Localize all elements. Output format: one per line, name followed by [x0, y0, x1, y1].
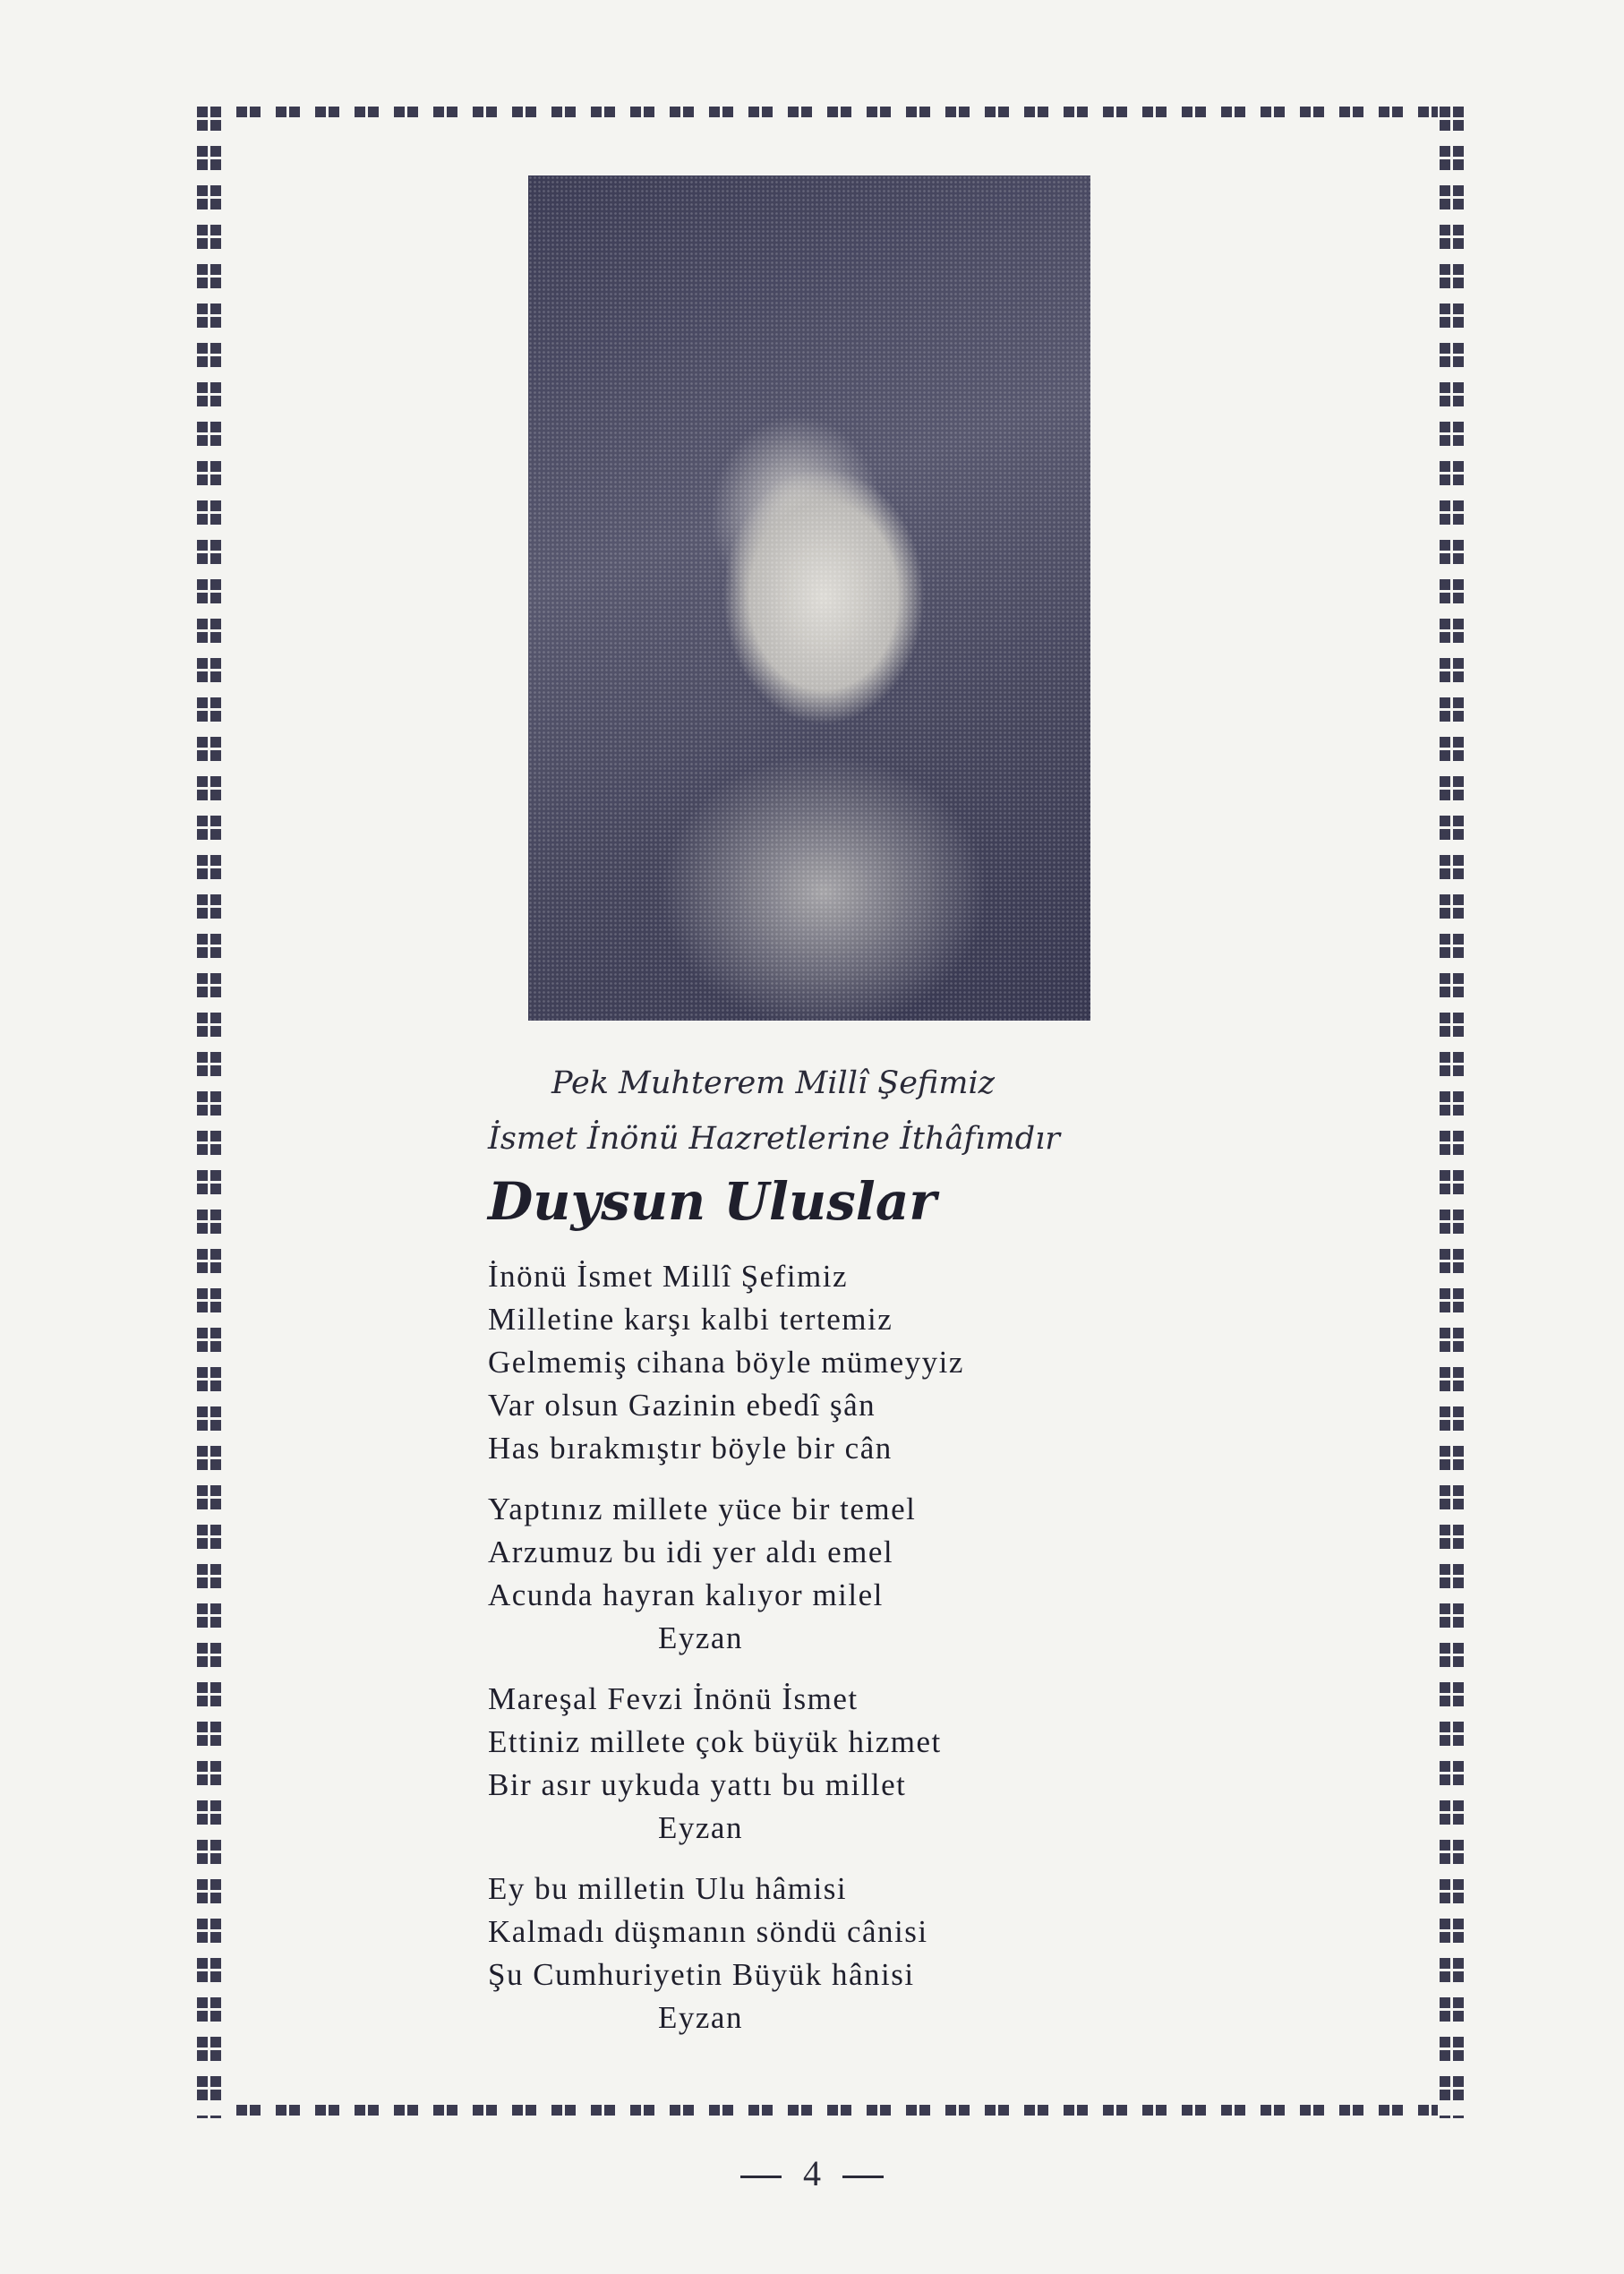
decorative-border-top	[195, 93, 1465, 120]
portrait-photo	[528, 175, 1090, 1021]
poem-line: Bir asır uykuda yattı bu millet	[488, 1767, 907, 1802]
poem-line: Has bırakmıştır böyle bir cân	[488, 1431, 893, 1466]
poem-refrain: Eyzan	[658, 2000, 743, 2035]
poem-line: Yaptınız millete yüce bir temel	[488, 1492, 917, 1526]
poem-title: Duysun Uluslar	[488, 1171, 936, 1232]
stanza-3	[488, 1678, 1383, 1850]
decorative-border-right	[1438, 93, 1465, 2118]
poem-line: Acunda hayran kalıyor milel	[488, 1577, 884, 1612]
dash-right	[842, 2176, 884, 2178]
dedication-line-2: İsmet İnönü Hazretlerine İthâfımdır	[488, 1121, 1061, 1157]
poem-body	[488, 1255, 1383, 2057]
poem-line: Arzumuz bu idi yer aldı emel	[488, 1535, 894, 1569]
page-number-value: 4	[803, 2153, 821, 2193]
page-number	[0, 2152, 1624, 2194]
dash-left	[740, 2176, 782, 2178]
stanza-4	[488, 1868, 1383, 2039]
dedication-line-1: Pek Muhterem Millî Şefimiz	[551, 1065, 996, 1101]
poem-line: Kalmadı düşmanın söndü cânisi	[488, 1914, 928, 1949]
poem-refrain: Eyzan	[658, 1810, 743, 1845]
decorative-border-bottom	[195, 2091, 1465, 2118]
poem-line: Milletine karşı kalbi tertemiz	[488, 1302, 893, 1337]
stanza-1	[488, 1255, 1383, 1470]
poem-line: Şu Cumhuriyetin Büyük hânisi	[488, 1957, 915, 1992]
stanza-2	[488, 1488, 1383, 1660]
poem-line: İnönü İsmet Millî Şefimiz	[488, 1259, 849, 1294]
poem-line: Gelmemiş cihana böyle mümeyyiz	[488, 1345, 964, 1380]
poem-refrain: Eyzan	[658, 1620, 743, 1655]
poem-line: Ettiniz millete çok büyük hizmet	[488, 1724, 942, 1759]
poem-line: Mareşal Fevzi İnönü İsmet	[488, 1681, 859, 1716]
decorative-border-left	[195, 93, 222, 2118]
poem-line: Var olsun Gazinin ebedî şân	[488, 1388, 876, 1423]
poem-line: Ey bu milletin Ulu hâmisi	[488, 1871, 848, 1906]
